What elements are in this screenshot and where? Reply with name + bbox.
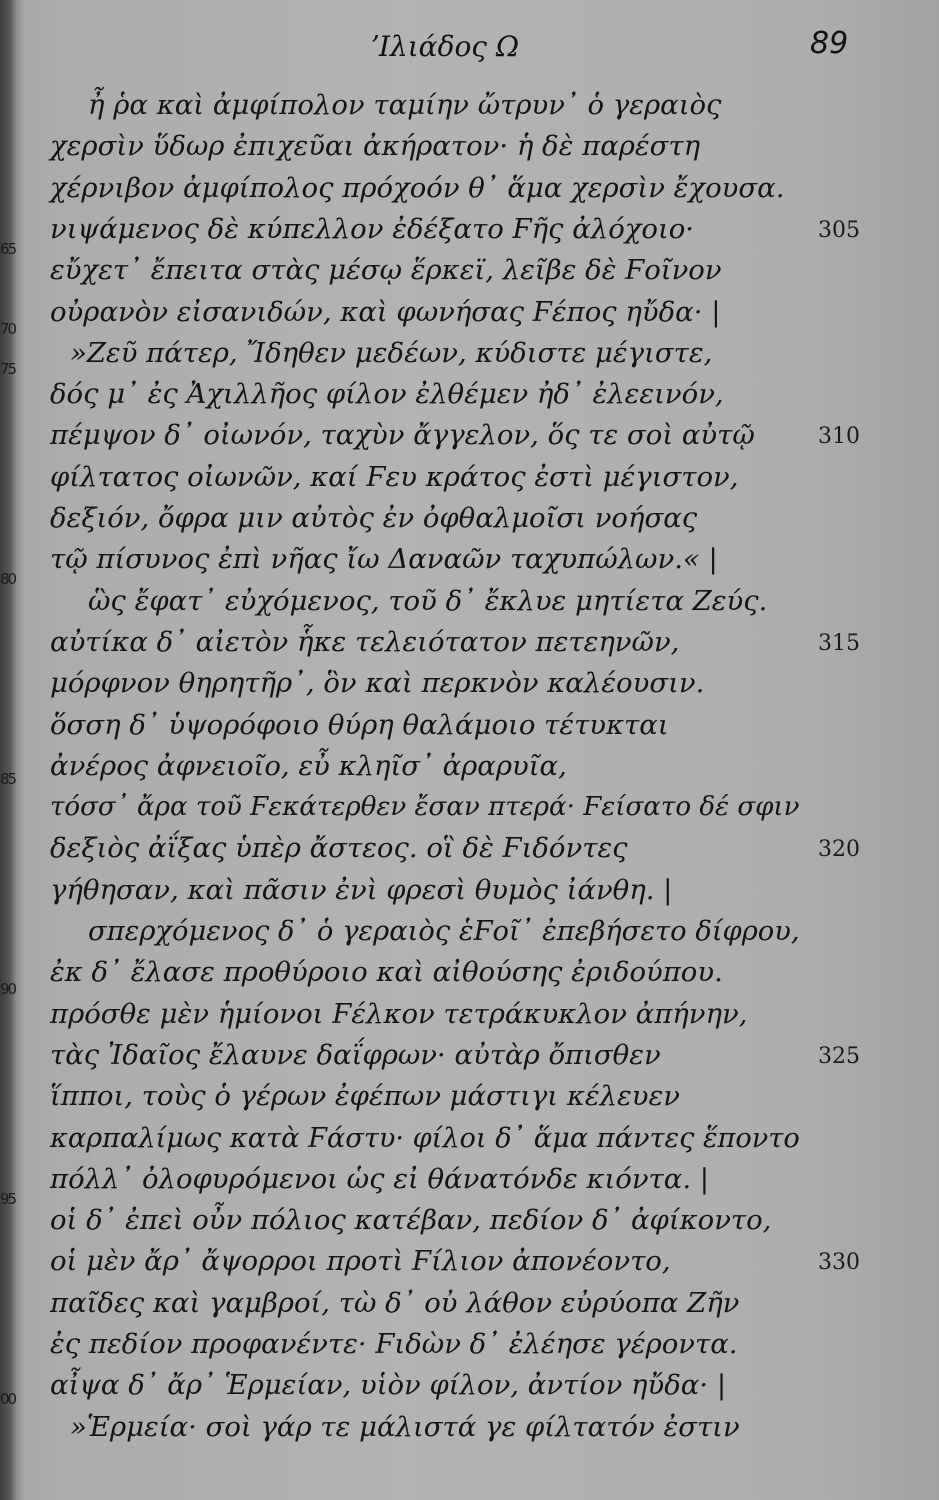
verse-line: ὅσση δ᾿ ὑψορόφοιο θύρη θαλάμοιο τέτυκται <box>50 708 669 741</box>
verse-line: αὐτίκα δ᾿ αἰετὸν ἧκε τελειότατον πετεηνῶν, <box>50 625 680 658</box>
verse-line: »Ζεῦ πάτερ, Ἴδηθεν μεδέων, κύδιστε μέγιστε, <box>70 336 713 369</box>
verse-line: ἵπποι, τοὺς ὁ γέρων ἐφέπων μάστιγι κέλευεν <box>50 1080 680 1113</box>
margin-mark: 65 <box>0 240 16 258</box>
verse-line: τόσσ᾿ ἄρα τοῦ Ϝεκάτερθεν ἔσαν πτερά· Ϝείσατο δέ σφιν <box>50 792 800 823</box>
verse-line: πρόσθε μὲν ἡμίονοι Ϝέλκον τετράκυκλον ἀπήνην, <box>50 997 748 1030</box>
verse-line: ἐκ δ᾿ ἔλασε προθύροιο καὶ αἰθούσης ἐριδούπου. <box>50 956 723 989</box>
margin-mark: 00 <box>0 1390 16 1408</box>
verse-line: καρπαλίμως κατὰ Ϝάστυ· φίλοι δ᾿ ἅμα πάντες ἕποντο <box>50 1122 800 1154</box>
verse-line: φίλτατος οἰωνῶν, καί Ϝευ κράτος ἐστὶ μέγιστον, <box>50 460 739 493</box>
verse-line: τῷ πίσυνος ἐπὶ νῆας ἴω Δαναῶν ταχυπώλων.« | <box>50 543 718 576</box>
verse-line: μόρφνον θηρητῆρ᾿, ὃν καὶ περκνὸν καλέουσιν. <box>50 667 705 700</box>
line-number: 330 <box>818 1250 860 1276</box>
page-number: 89 <box>810 26 849 61</box>
verse-line: πόλλ᾿ ὀλοφυρόμενοι ὡς εἰ θάνατόνδε κιόντα. | <box>50 1162 710 1195</box>
verse-line: οὐρανὸν εἰσανιδών, καὶ φωνήσας Ϝέπος ηὔδα· | <box>50 295 721 328</box>
verse-line: παῖδες καὶ γαμβροί, τὼ δ᾿ οὐ λάθον εὐρύοπα Ζῆν <box>50 1286 740 1319</box>
verse-line: οἱ δ᾿ ἐπεὶ οὖν πόλιος κατέβαν, πεδίον δ᾿ ἀφίκοντο, <box>50 1204 772 1237</box>
line-number: 305 <box>818 217 860 243</box>
verse-line: τὰς Ἰδαῖος ἔλαυνε δαΐφρων· αὐτὰρ ὄπισθεν <box>50 1038 661 1071</box>
verse-line: ἦ ῥα καὶ ἀμφίπολον ταμίην ὤτρυν᾿ ὁ γεραιὸς <box>88 89 722 121</box>
verse-line: χέρνιβον ἀμφίπολος πρόχοόν θ᾿ ἅμα χερσὶν ἔχουσα. <box>50 171 785 204</box>
page-header-title: ʼΙλιάδος Ω <box>370 30 520 63</box>
verse-line: πέμψον δ᾿ οἰωνόν, ταχὺν ἄγγελον, ὅς τε σοὶ αὐτῷ <box>50 419 755 452</box>
margin-mark: 85 <box>0 770 16 788</box>
margin-mark: 90 <box>0 980 16 998</box>
verse-line: δός μ᾿ ἐς Ἀχιλλῆος φίλον ἐλθέμεν ἠδ᾿ ἐλεεινόν, <box>50 378 724 411</box>
verse-line: ἐς πεδίον προφανέντε· Ϝιδὼν δ᾿ ἐλέησε γέροντα. <box>50 1328 738 1360</box>
verse-line: ὣς ἔφατ᾿ εὐχόμενος, τοῦ δ᾿ ἔκλυε μητίετα Ζεύς. <box>88 584 768 617</box>
margin-mark: 70 <box>0 320 16 338</box>
verse-line: δεξιὸς ἀΐξας ὑπὲρ ἄστεος. οἳ δὲ Ϝιδόντες <box>50 832 628 865</box>
verse-line: »Ἑρμεία· σοὶ γάρ τε μάλιστά γε φίλτατόν ἐστιν <box>70 1410 740 1443</box>
margin-mark: 80 <box>0 570 16 588</box>
verse-line: οἱ μὲν ἄρ᾿ ἄψορροι προτὶ Ϝίλιον ἀπονέοντο, <box>50 1245 671 1278</box>
verse-line: χερσὶν ὕδωρ ἐπιχεῦαι ἀκήρατον· ἡ δὲ παρέστη <box>50 130 701 163</box>
line-number: 315 <box>818 630 860 656</box>
verse-line: ἀνέρος ἀφνειοῖο, εὖ κληῖσ᾿ ἀραρυῖα, <box>50 749 567 782</box>
verse-line: δεξιόν, ὄφρα μιν αὐτὸς ἐν ὀφθαλμοῖσι νοήσας <box>50 502 698 534</box>
margin-mark: 95 <box>0 1190 16 1208</box>
line-number: 310 <box>818 424 860 450</box>
margin-mark: 75 <box>0 360 16 378</box>
verse-line: νιψάμενος δὲ κύπελλον ἐδέξατο Ϝῆς ἀλόχοιο· <box>50 212 695 245</box>
verse-line: σπερχόμενος δ᾿ ὁ γεραιὸς ἑϜοῖ᾿ ἐπεβήσετο δίφρου, <box>88 916 800 947</box>
line-number: 320 <box>818 837 860 863</box>
verse-line: γήθησαν, καὶ πᾶσιν ἐνὶ φρεσὶ θυμὸς ἰάνθη. | <box>50 873 673 906</box>
verse-line: αἶψα δ᾿ ἄρ᾿ Ἑρμείαν, υἱὸν φίλον, ἀντίον ηὔδα· | <box>50 1369 727 1402</box>
line-number: 325 <box>818 1043 860 1069</box>
verse-line: εὔχετ᾿ ἔπειτα στὰς μέσῳ ἕρκεϊ, λεῖβε δὲ Ϝοῖνον <box>50 254 722 287</box>
